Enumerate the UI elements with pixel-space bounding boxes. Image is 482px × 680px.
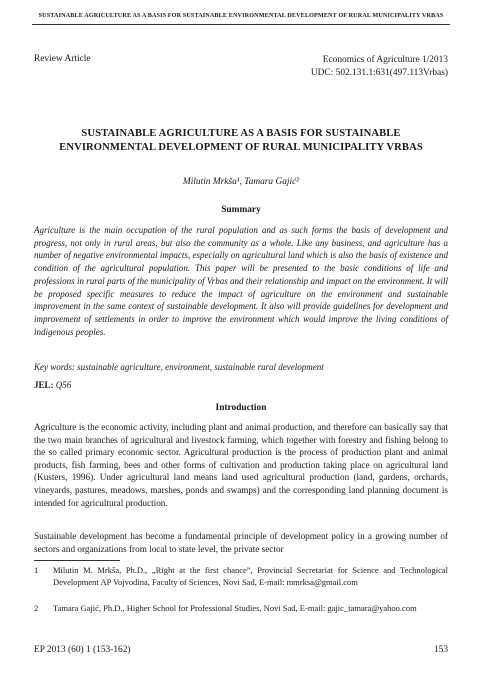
footnote-text: Tamara Gajić, Ph.D., Higher School for Professional Studies, Novi Sad, E-mail: gajic_tamara@yahoo.com (53, 603, 417, 613)
jel-code: Q56 (55, 380, 72, 390)
article-type: Review Article (34, 54, 91, 64)
jel-classification (34, 380, 71, 390)
footnote-1 (34, 565, 448, 589)
journal-meta (311, 54, 448, 80)
intro-paragraph-2: Sustainable development has become a fundamental principle of development policy in a growing number of sectors and organizations from local to state level, the private sector (34, 531, 448, 554)
summary-heading: Summary (221, 205, 261, 215)
page-number: 153 (433, 645, 448, 655)
journal-issue: Economics of Agriculture 1/2013 (322, 55, 448, 65)
header-rule (32, 24, 450, 25)
keywords: Key words: sustainable agriculture, environment, sustainable rural development (34, 362, 324, 372)
footnote-number: 1 (34, 565, 39, 575)
footnote-number: 2 (34, 603, 39, 613)
title-line-1: SUSTAINABLE AGRICULTURE AS A BASIS FOR SUSTAINABLE (81, 128, 401, 139)
footnote-2 (34, 603, 448, 615)
authors: Milutin Mrkša¹, Tamara Gajić² (182, 177, 300, 187)
intro-paragraph-1: Agriculture is the economic activity, including plant and animal production, and therefore can basically say that the two main branches of agricultural and livestock farming, which together with forestry and fishing belong to the so called primary economic sector. Agricultural production is the process of production plant and animal products, fish farming, bees and other forms of cultivation and production taking place on agricultural land (Kusters, 1996). Under agricultural land means land used agricultural production (land, gardens, orchards, vineyards, pastures, meadows, marshes, ponds and swamps) and the corresponding land planning document is intended for agricultural production. (34, 422, 448, 508)
running-header: SUSTAINABLE AGRICULTURE AS A BASIS FOR SUSTAINABLE ENVIRONMENTAL DEVELOPMENT OF RURAL MUNICIPALITY VRBAS (38, 12, 444, 19)
footnote-rule (34, 560, 120, 561)
title-line-2: ENVIRONMENTAL DEVELOPMENT OF RURAL MUNICIPALITY VRBAS (59, 142, 423, 153)
page-footer-citation: EP 2013 (60) 1 (153-162) (34, 645, 131, 655)
footnote-text: Milutin M. Mrkša, Ph.D., „Right at the first chance”, Provincial Secretariat for Science and Technological Development AP Vojvodina, Faculty of Sciences, Novi Sad, E-mail: mmrksa@gmail.com (53, 565, 448, 587)
jel-label: JEL: (34, 380, 54, 390)
article-title (30, 127, 452, 155)
introduction-heading: Introduction (215, 403, 267, 413)
summary-text: Agriculture is the main occupation of the rural population and as such forms the basis of development and progress, not only in rural areas, but also the community as a whole. Like any business, and agriculture has a number of negative environmental impacts, especially on agricultural land which is also the basis of existence and condition of the agricultural population. This paper will be presented to the basic conditions of life and professions in rural parts of the municipality of Vrbas and their relationship and impact on the environment. It will be proposed specific measures to reduce the impact of agriculture on the environment and sustainable improvement in the same context of sustainable development. It also will provide guidelines for development and improvement of settlements in order to improve the environment which would improve the living conditions of indigenous peoples. (34, 225, 448, 337)
udc-code: UDC: 502.131.1:631(497.113Vrbas) (310, 68, 448, 78)
